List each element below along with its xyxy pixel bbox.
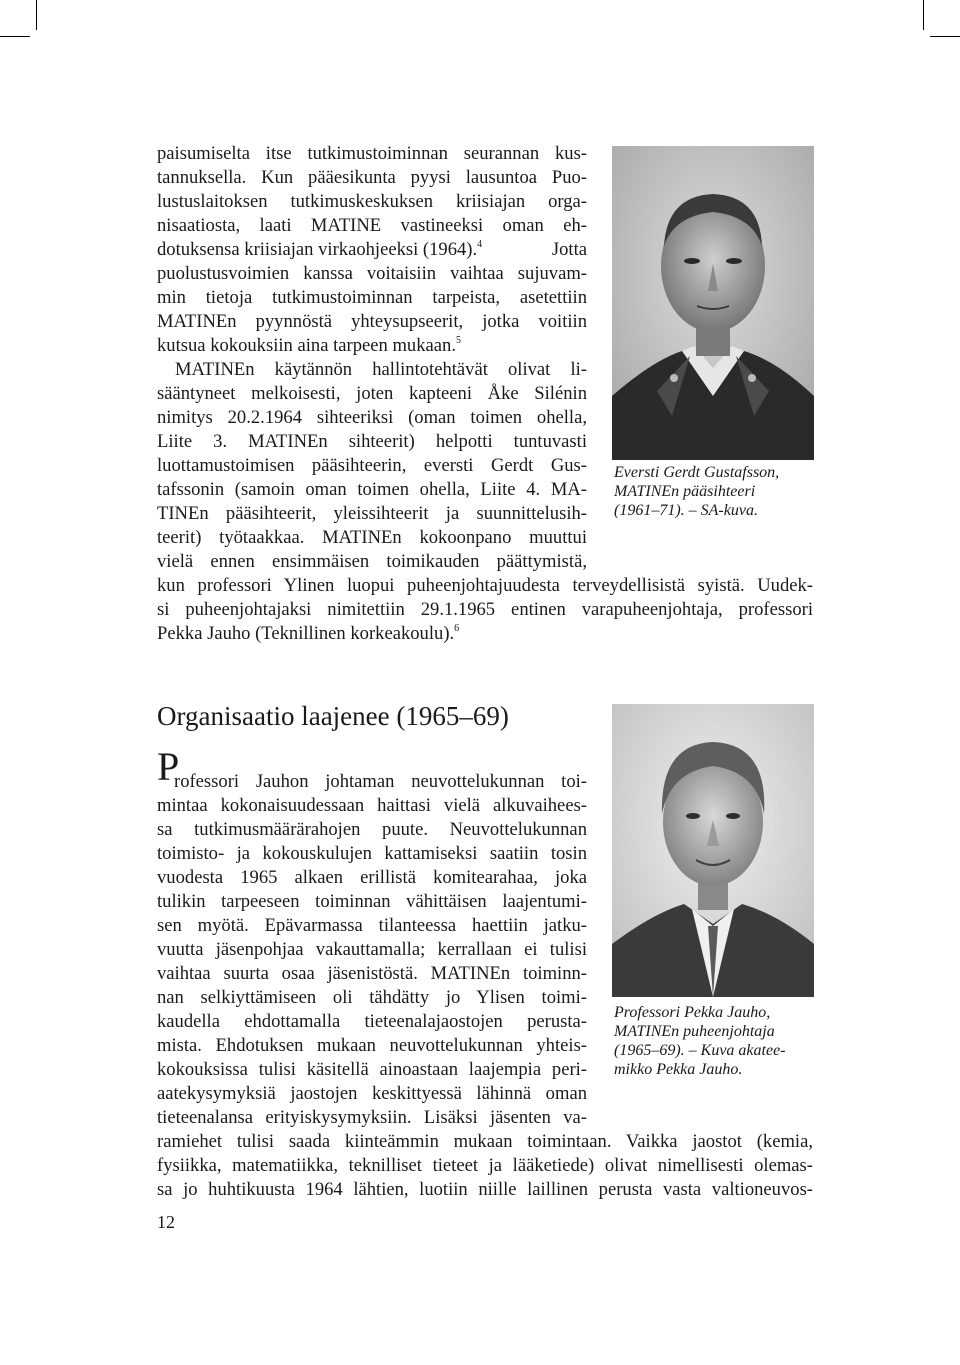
- text-line: vielä ennen ensimmäisen toimikauden päättymistä,: [157, 551, 587, 572]
- text-line: Liite 3. MATINEn sihteerit) helpotti tuntuvasti: [157, 431, 587, 452]
- text-line: fysiikka, matematiikka, teknilliset tieteet ja lääketiede) olivat nimellisesti olemas-: [157, 1155, 813, 1176]
- text-line: mista. Ehdotuksen mukaan neuvottelukunnan yhteis-: [157, 1035, 587, 1056]
- text-line: TINEn pääsihteerit, yleissihteerit ja suunnittelusih-: [157, 503, 587, 524]
- footnote-ref: 5: [455, 334, 461, 346]
- footnote-ref: 6: [454, 622, 460, 634]
- text-line: tannuksella. Kun pääesikunta pyysi lausuntoa Puo-: [157, 167, 587, 188]
- text-line: tafssonin (samoin oman toimen ohella, Liite 4. MA-: [157, 479, 587, 500]
- text-line: aatekysymyksiä jaostojen keskittyessä lähinnä oman: [157, 1083, 587, 1104]
- portrait-photo-pekka-jauho: [612, 704, 814, 997]
- caption-1-line: MATINEn pääsihteeri: [614, 483, 756, 500]
- section-heading: Organisaatio laajenee (1965–69): [157, 701, 509, 731]
- text-segment: Jotta: [551, 239, 587, 260]
- professor-portrait-illustration: [612, 704, 814, 997]
- text-line: lustuslaitoksen tutkimuskeskuksen kriisiajan orga-: [157, 191, 587, 212]
- text-line: sääntyneet melkoisesti, joten kapteeni Åke Silénin: [157, 383, 587, 404]
- officer-portrait-illustration: [612, 146, 814, 460]
- text-line-with-footnote: [157, 334, 461, 356]
- text-line: teerit) työtaakkaa. MATINEn kokoonpano muuttui: [157, 527, 587, 548]
- text-line: MATINEn pyynnöstä yhteysupseerit, jotka voitiin: [157, 311, 587, 332]
- text-line-with-footnote: [157, 238, 587, 260]
- photo-caption-1: [614, 463, 779, 520]
- text-line: paisumiselta itse tutkimustoiminnan seurannan kus-: [157, 143, 587, 164]
- caption-2-line: Professori Pekka Jauho,: [614, 1004, 771, 1021]
- photo-caption-2: [614, 1003, 786, 1079]
- text-line: vuodesta 1965 alkaen erillistä komitearahaa, joka: [157, 867, 587, 888]
- caption-2-line: MATINEn puheenjohtaja: [614, 1023, 775, 1040]
- text-line: puolustusvoimien kanssa voitaisiin vaihtaa sujuvam-: [157, 263, 587, 284]
- text-line: vaihtaa suurta osaa jäsenistöstä. MATINEn toiminn-: [157, 963, 587, 984]
- text-line: nimitys 20.2.1964 sihteeriksi (oman toimen ohella,: [157, 407, 587, 428]
- text-segment: dotuksensa kriisiajan virkaohjeeksi (1964).: [157, 239, 478, 260]
- text-line: tieteenalansa erityiskysymyksiin. Lisäksi jäsenten va-: [157, 1107, 587, 1128]
- caption-1-line: (1961–71). – SA-kuva.: [614, 502, 758, 519]
- crop-mark-top-right-vertical: [923, 0, 924, 30]
- text-line: MATINEn käytännön hallintotehtävät olivat li-: [175, 359, 587, 380]
- drop-cap: P: [157, 744, 180, 789]
- text-line: nan selkiyttämiseen oli tähdätty jo Ylisen toimi-: [157, 987, 587, 1008]
- text-line-with-footnote: [157, 622, 460, 644]
- text-line: kokouksissa tulisi käsitellä ainoastaan laajempia peri-: [157, 1059, 587, 1080]
- portrait-photo-gerdt-gustafsson: [612, 146, 814, 460]
- crop-mark-top-left-horizontal: [0, 36, 30, 37]
- text-line: kaudella ehdottamalla tieteenalajaostojen perusta-: [157, 1011, 587, 1032]
- text-line: vuutta jäsenpohjaa vakauttamalla; kerrallaan ei tulisi: [157, 939, 587, 960]
- text-line: toimisto- ja kokouskulujen kattamiseksi saatiin tosin: [157, 843, 587, 864]
- text-line: si puheenjohtajaksi nimitettiin 29.1.1965 entinen varapuheenjohtaja, professori: [157, 599, 813, 620]
- text-segment: Pekka Jauho (Teknillinen korkeakoulu).: [157, 623, 455, 644]
- text-line: mintaa kokonaisuudessaan haittasi vielä alkuvaihees-: [157, 795, 587, 816]
- text-line: ramiehet tulisi saada kiinteämmin mukaan toimintaan. Vaikka jaostot (kemia,: [157, 1131, 813, 1152]
- text-line: sen myötä. Epävarmassa tilanteessa haettiin jatku-: [157, 915, 587, 936]
- crop-mark-top-right-horizontal: [930, 36, 960, 37]
- crop-mark-top-left-vertical: [36, 0, 37, 30]
- text-line: min tietoja tutkimustoiminnan tarpeista, asetettiin: [157, 287, 587, 308]
- text-segment: kutsua kokouksiin aina tarpeen mukaan.: [157, 335, 456, 356]
- page-number: 12: [157, 1212, 175, 1232]
- caption-2-line: (1965–69). – Kuva akatee-: [614, 1042, 786, 1059]
- text-line: kun professori Ylinen luopui puheenjohtajuudesta terveydellisistä syistä. Uudek-: [157, 575, 813, 596]
- text-line: tulikin tarpeeseen toiminnan vähittäisen laajentumi-: [157, 891, 587, 912]
- footnote-ref: 4: [477, 238, 483, 250]
- text-line: sa tutkimusmäärärahojen puute. Neuvottelukunnan: [157, 819, 587, 840]
- caption-2-line: mikko Pekka Jauho.: [614, 1061, 743, 1078]
- text-line: sa jo huhtikuusta 1964 lähtien, luotiin niille laillinen perusta vasta valtioneuvos-: [157, 1179, 813, 1200]
- caption-1-line: Eversti Gerdt Gustafsson,: [614, 464, 780, 481]
- text-line: luottamustoimisen pääsihteerin, eversti Gerdt Gus-: [157, 455, 587, 476]
- text-line: nisaatiosta, laati MATINE vastineeksi oman eh-: [157, 215, 587, 236]
- text-line: rofessori Jauhon johtaman neuvottelukunnan toi-: [174, 771, 587, 792]
